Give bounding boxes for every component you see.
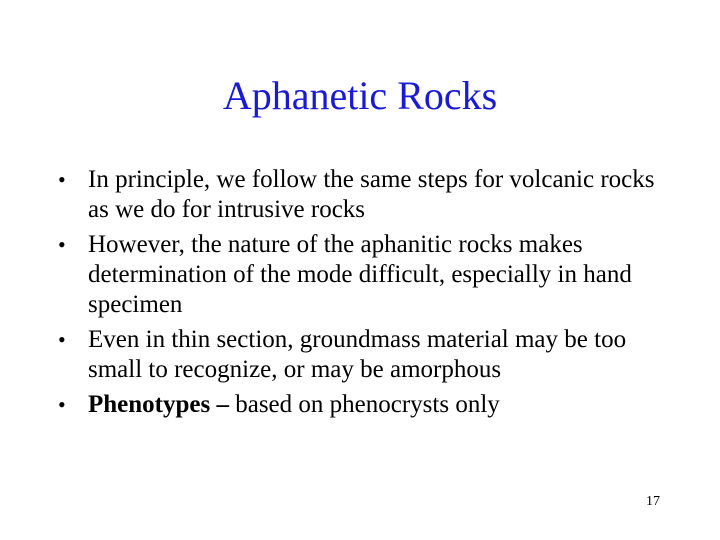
bullet-item	[58, 325, 678, 385]
bullet-dot-icon: •	[58, 392, 66, 417]
bullet-text: In principle, we follow the same steps for volcanic rocks as we do for intrusive rocks	[88, 166, 655, 223]
bullet-item	[58, 390, 678, 420]
bullet-dot-icon: •	[58, 327, 66, 352]
bullet-item	[58, 165, 678, 225]
slide-title: Aphanetic Rocks	[222, 73, 498, 118]
bullet-text: However, the nature of the aphanitic rocks makes determination of the mode difficult, especially in hand specimen	[88, 231, 632, 318]
bullet-text: based on phenocrysts only	[228, 391, 500, 418]
bullet-dot-icon: •	[58, 167, 66, 192]
page-number: 17	[646, 494, 660, 509]
bullet-text: Even in thin section, groundmass material may be too small to recognize, or may be amorphous	[88, 326, 627, 383]
bullet-bold-term: Phenotypes –	[88, 391, 229, 418]
bullet-item	[58, 230, 678, 320]
bullet-list	[58, 165, 678, 425]
bullet-dot-icon: •	[58, 232, 66, 257]
